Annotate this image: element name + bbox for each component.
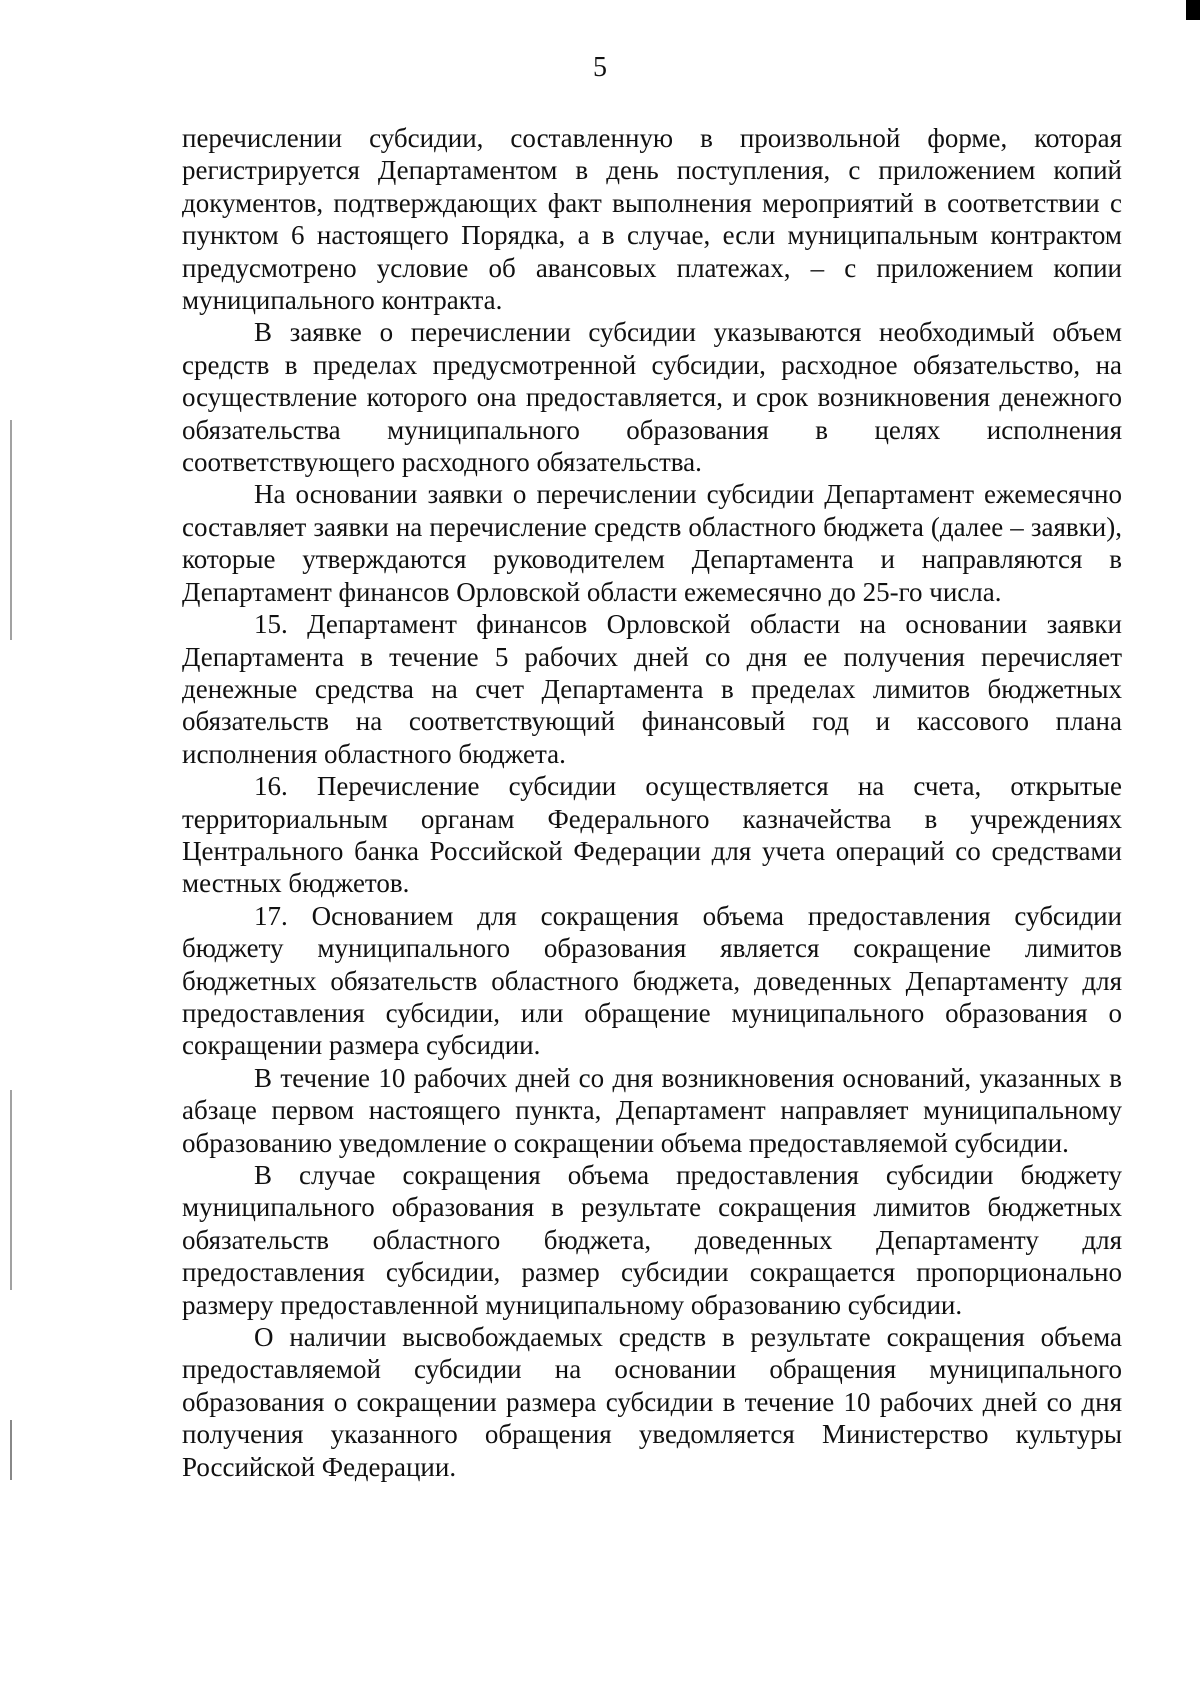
paragraph-proportional-reduction: В случае сокращения объема предоставления субсидии бюджету муниципального образования в результате сокращения лимитов бюджетных обязательств областного бюджета, доведенных Департаменту для предоставления субсидии, размер субсидии сокращается пропорционально размеру предоставленной муниципальному образованию субсидии.	[182, 1160, 1122, 1320]
paragraph-monthly-requests: На основании заявки о перечислении субсидии Департамент ежемесячно составляет заявки на перечисление средств областного бюджета (далее – заявки), которые утверждаются руководителем Департамента и направляются в Департамент финансов Орловской области ежемесячно до 25-го числа.	[182, 479, 1122, 607]
scan-corner-mark	[1186, 0, 1200, 20]
scan-binding-line	[10, 1090, 12, 1290]
paragraph-continuation: перечислении субсидии, составленную в произвольной форме, которая регистрируется Департаментом в день поступления, с приложением копий документов, подтверждающих факт выполнения мероприятий в соответствии с пунктом 6 настоящего Порядка, а в случае, если муниципальным контрактом предусмотрено условие об авансовых платежах, – с приложением копии муниципального контракта.	[182, 123, 1122, 316]
paragraph-notification-term: В течение 10 рабочих дней со дня возникновения оснований, указанных в абзаце первом настоящего пункта, Департамент направляет муниципальному образованию уведомление о сокращении объема предоставляемой субсидии.	[182, 1062, 1122, 1158]
paragraph-item-16: 16. Перечисление субсидии осуществляется на счета, открытые территориальным органам Федерального казначейства в учреждениях Центрального банка Российской Федерации для учета операций со средствами местных бюджетов.	[182, 771, 1122, 899]
scan-binding-line	[10, 420, 12, 640]
paragraph-item-17: 17. Основанием для сокращения объема предоставления субсидии бюджету муниципального образования является сокращение лимитов бюджетных обязательств областного бюджета, доведенных Департаменту для предоставления субсидии, или обращение муниципального образования о сокращении размера субсидии.	[182, 900, 1122, 1061]
scan-binding-line	[10, 1420, 12, 1480]
paragraph-item-15: 15. Департамент финансов Орловской области на основании заявки Департамента в течение 5 рабочих дней со дня ее получения перечисляет денежные средства на счет Департамента в пределах лимитов бюджетных обязательств на соответствующий финансовый год и кассового плана исполнения областного бюджета.	[182, 609, 1122, 769]
document-body	[182, 122, 1122, 1483]
paragraph-application-contents: В заявке о перечислении субсидии указываются необходимый объем средств в пределах предусмотренной субсидии, расходное обязательство, на осуществление которого она предоставляется, и срок возникновения денежного обязательства муниципального образования в целях исполнения соответствующего расходного обязательства.	[182, 317, 1122, 478]
paragraph-released-funds: О наличии высвобождаемых средств в результате сокращения объема предоставляемой субсидии на основании обращения муниципального образования о сокращении размера субсидии в течение 10 рабочих дней со дня получения указанного обращения уведомляется Министерство культуры Российской Федерации.	[182, 1322, 1122, 1482]
page-number: 5	[593, 52, 607, 83]
